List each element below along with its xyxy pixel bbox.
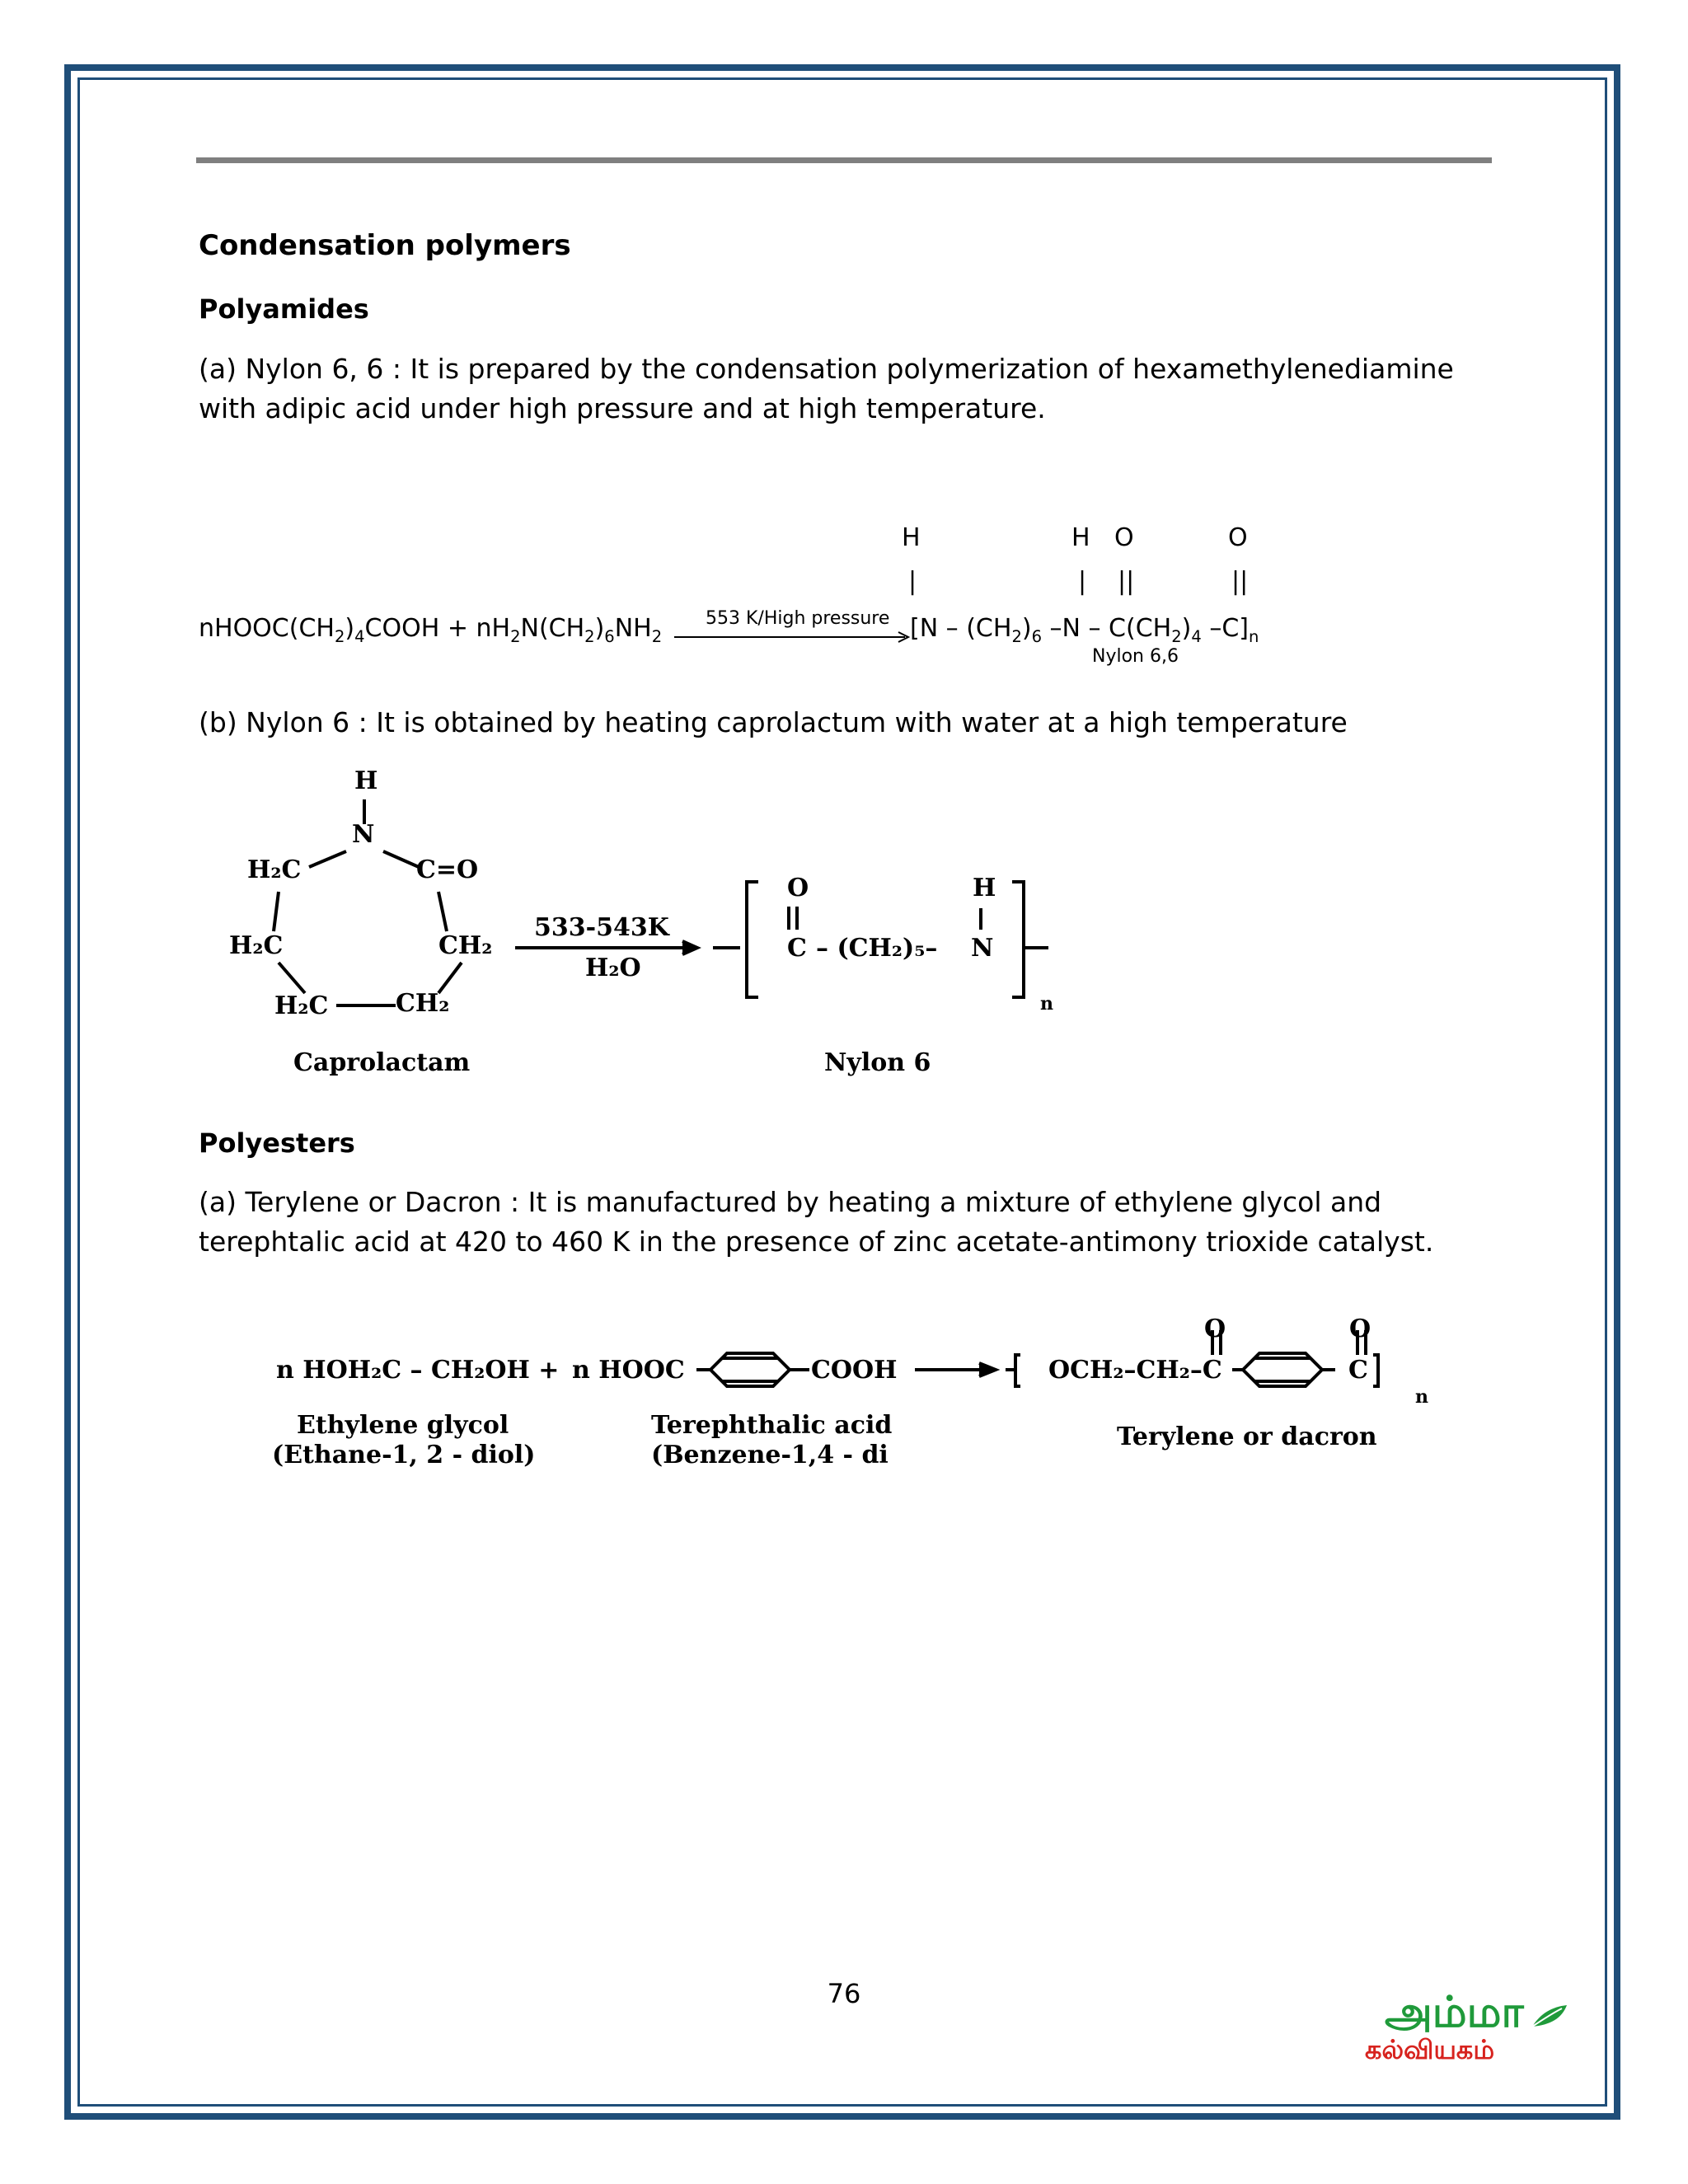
- o-atom-2: O: [1228, 523, 1248, 552]
- terephthalic-right: COOH: [811, 1356, 898, 1385]
- nylon66-label: Nylon 6,6: [1092, 646, 1179, 667]
- terylene-subscript-n: n: [1415, 1386, 1428, 1408]
- ch2-1: CH₂: [438, 931, 493, 960]
- h-top: H: [354, 766, 378, 795]
- header-rule: [196, 157, 1492, 163]
- ethane-diol-label: (Ethane-1, 2 - diol): [272, 1441, 536, 1469]
- logo-text-top: அம்மா: [1385, 1988, 1524, 2037]
- benzene-di-label: (Benzene-1,4 - di: [651, 1441, 889, 1469]
- nylon66-product: [$N - (CH_2)_6$ $-N - C(CH_2)_4$ $-C]_n$: [910, 614, 1259, 646]
- ch2-2: CH₂: [396, 989, 450, 1018]
- nylon66-paragraph: (a) Nylon 6, 6 : It is prepared by the condensation polymerization of hexamethylenediamine with adipic acid under high pressure and at high temperature.: [199, 353, 1454, 424]
- caprolactam-label: Caprolactam: [293, 1048, 471, 1077]
- bond-3: ||: [1118, 567, 1135, 596]
- h2c-3: H₂C: [274, 991, 329, 1020]
- h-atom-1: H: [902, 523, 921, 552]
- product-carbon: C: [787, 934, 807, 963]
- product-oxygen: O: [787, 874, 809, 902]
- product-subscript-n: n: [1040, 993, 1053, 1015]
- nylon66-reactants: $nHOOC(CH_2)_4COOH + nH_2N(CH_2)_6NH_2$: [199, 614, 663, 646]
- bond-1: |: [908, 567, 917, 596]
- terephthalic-left: n HOOC: [572, 1356, 685, 1385]
- terylene-chain: OCH₂–CH₂–C: [1048, 1356, 1222, 1385]
- logo-text-bottom: கல்வியகம்: [1365, 2034, 1495, 2065]
- product-hydrogen: H: [973, 874, 996, 902]
- terephthalic-acid-label: Terephthalic acid: [651, 1411, 893, 1440]
- ethylene-glycol-label: Ethylene glycol: [297, 1411, 509, 1440]
- page-number: 76: [827, 1978, 861, 2009]
- section-heading: Condensation polymers: [199, 229, 571, 262]
- ethylene-glycol-formula: n HOH₂C – CH₂OH +: [276, 1356, 560, 1385]
- bond-4: ||: [1231, 567, 1249, 596]
- polyamides-heading: Polyamides: [199, 293, 369, 325]
- nylon66-arrow: [674, 630, 913, 646]
- bond-2: |: [1078, 567, 1087, 596]
- terylene-label: Terylene or dacron: [1117, 1422, 1377, 1451]
- nylon66-condition: 553 K/High pressure: [706, 608, 890, 629]
- n-atom: N: [352, 820, 375, 849]
- terylene-paragraph: (a) Terylene or Dacron : It is manufactured by heating a mixture of ethylene glycol and terephtalic acid at 420 to 460 K in the presence of zinc acetate-antimony trioxide catalyst.: [199, 1186, 1434, 1258]
- h-atom-2: H: [1071, 523, 1090, 552]
- polyesters-heading: Polyesters: [199, 1127, 355, 1159]
- h2c-1: H₂C: [247, 855, 302, 884]
- leaf-icon: [1529, 1999, 1570, 2032]
- nylon6-condition-top: 533-543K: [534, 913, 669, 942]
- nylon6-condition-bottom: H₂O: [585, 954, 641, 982]
- terylene-carbon: C: [1348, 1356, 1368, 1385]
- carbonyl-o-1: O: [1204, 1315, 1226, 1343]
- nylon6-paragraph: (b) Nylon 6 : It is obtained by heating caprolactum with water at a high temperature: [199, 706, 1348, 738]
- h2c-2: H₂C: [229, 931, 284, 960]
- product-chain: – (CH₂)₅–: [816, 934, 938, 963]
- o-atom-1: O: [1114, 523, 1134, 552]
- carbonyl: C=O: [416, 855, 479, 884]
- product-nitrogen: N: [971, 934, 994, 963]
- carbonyl-o-2: O: [1349, 1315, 1372, 1343]
- nylon6-label: Nylon 6: [824, 1048, 931, 1077]
